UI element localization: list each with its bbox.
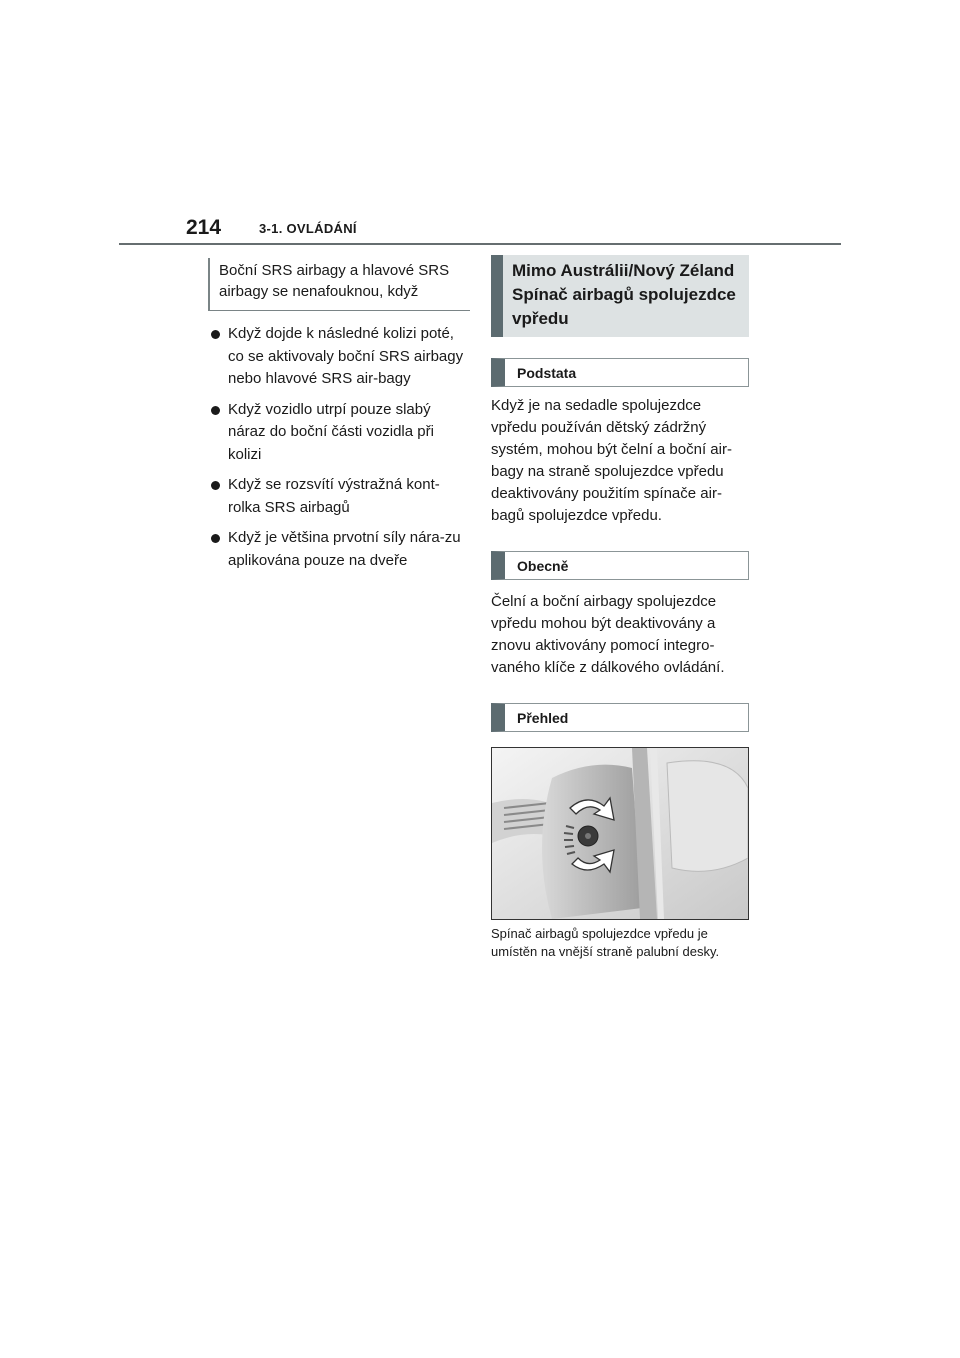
subheading-prehled: Přehled	[491, 703, 749, 732]
bullet-icon	[211, 406, 220, 415]
main-heading: Mimo Austrálii/Nový Zéland Spínač airbagů spolujezdce vpředu	[491, 255, 749, 337]
bullet-list	[208, 323, 470, 572]
paragraph-obecne: Čelní a boční airbagy spolujezdce vpředu mohou být deaktivovány a znovu aktivovány pomocí integro-vaného klíče z dálkového ovládání.	[491, 593, 725, 676]
left-column	[208, 258, 470, 580]
subheading-obecne: Obecně	[491, 551, 749, 580]
bullet-icon	[211, 330, 220, 339]
dashboard-figure	[491, 747, 749, 920]
list-item	[208, 399, 470, 467]
paragraph-podstata: Když je na sedadle spolujezdce vpředu používán dětský zádržný systém, mohou být čelní a boční air-bagy na straně spolujezdce vpředu deaktivovány použitím spínače air-bagů spolujezdce vpředu.	[491, 397, 732, 524]
list-item	[208, 474, 470, 519]
list-item-text: Když vozidlo utrpí pouze slabý náraz do boční části vozidla při kolizi	[228, 400, 434, 463]
list-item	[208, 527, 470, 572]
list-item-text: Když dojde k následné kolizi poté, co se aktivovaly boční SRS airbagy nebo hlavové SRS air-bagy	[228, 325, 464, 387]
page-number: 214	[186, 216, 222, 239]
header-rule	[119, 243, 841, 245]
list-item	[208, 323, 470, 391]
list-item-text: Když se rozsvítí výstražná kont-rolka SRS airbagů	[228, 476, 440, 516]
section-title: 3-1. OVLÁDÁNÍ	[259, 221, 357, 236]
figure-caption: Spínač airbagů spolujezdce vpředu je umístěn na vnější straně palubní desky.	[491, 926, 720, 959]
right-column	[491, 255, 749, 961]
condition-box: Boční SRS airbagy a hlavové SRS airbagy se nenafouknou, když	[208, 258, 470, 311]
bullet-icon	[211, 481, 220, 490]
airbag-switch-illustration	[492, 748, 748, 919]
list-item-text: Když je většina prvotní síly nára-zu aplikována pouze na dveře	[228, 529, 461, 569]
bullet-icon	[211, 534, 220, 543]
subheading-podstata: Podstata	[491, 358, 749, 387]
